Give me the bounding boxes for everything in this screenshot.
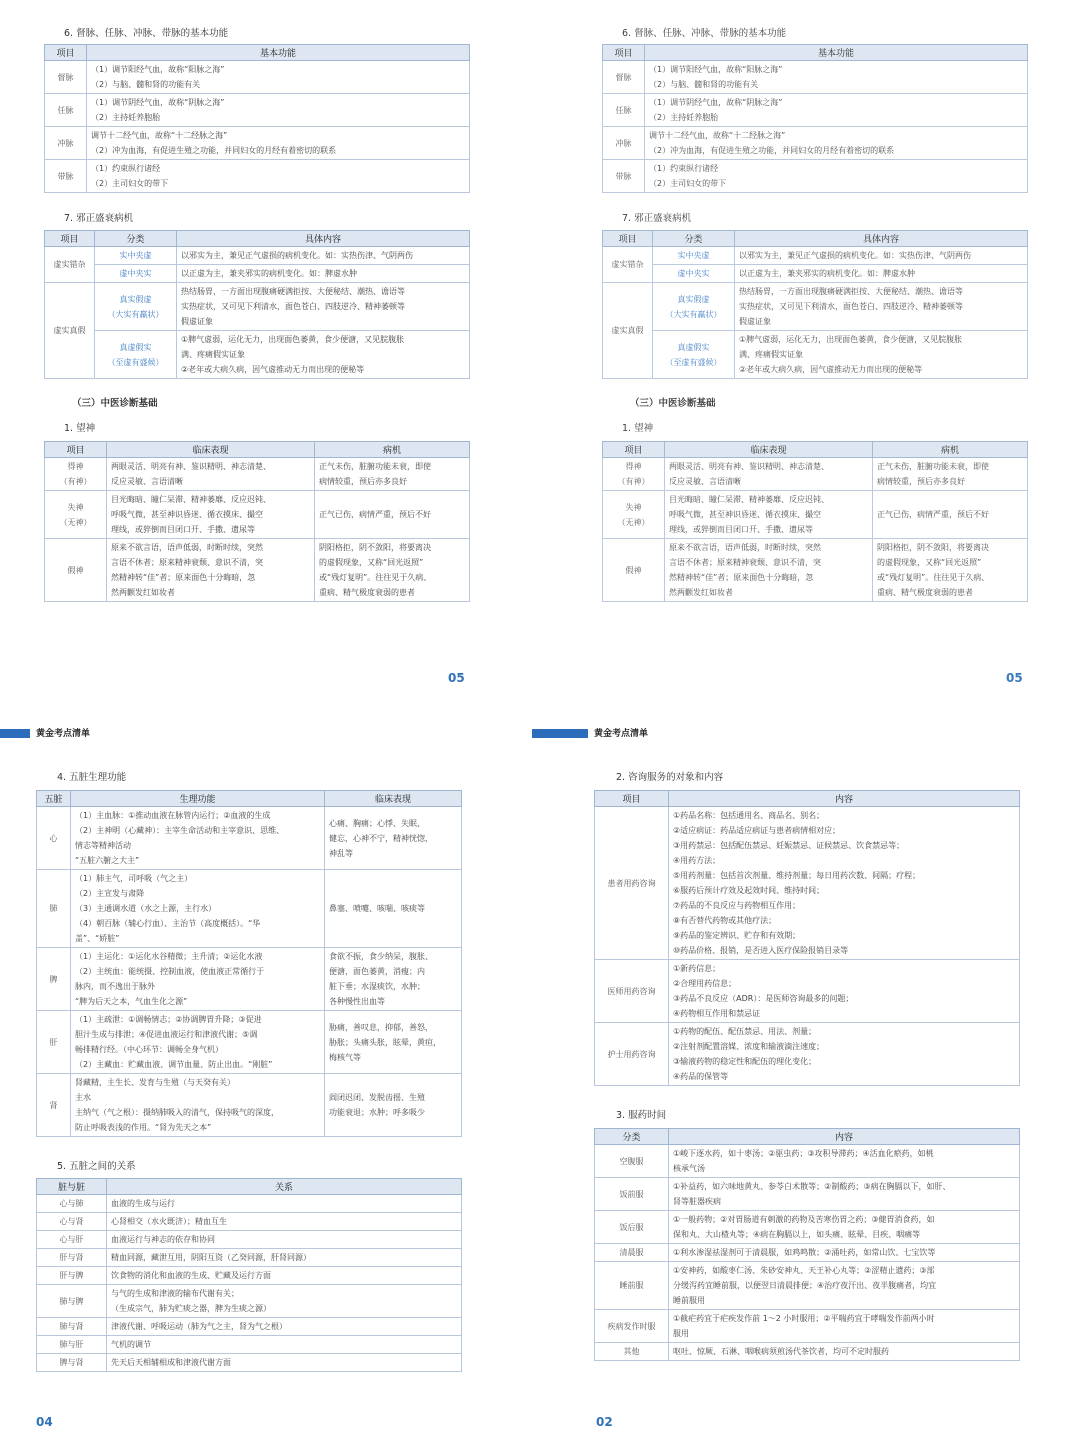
cell: ①一般药物；②对胃肠道有刺激的药物及苦寒伤胃之药；③健胃消食药，如 保和丸、大山楂丸等；④病在胸膈以上，如头痛、眩晕、目疾、咽痛等: [669, 1211, 1020, 1244]
row-label: 冲脉: [45, 127, 87, 160]
cell: （1）肺主气，司呼吸（气之主） （2）主宣发与肃降 （3）主通调水道（水之上源，主行水） （4）朝百脉（辅心行血）、主治节（高度概括）。“华 盖”、“娇脏”: [71, 870, 325, 948]
row-label: 得神 （有神）: [45, 458, 107, 491]
category: 虚中夹实: [95, 265, 177, 283]
category: 实中夹虚: [95, 247, 177, 265]
cell: 两眼灵活、明亮有神、鉴识精明、神志清楚、 反应灵敏、言语清晰: [107, 458, 315, 491]
page-top-left: [0, 0, 540, 720]
cell: 以邪实为主，兼见正气虚损的病机变化。如：实热伤津、气阴两伤: [735, 247, 1028, 265]
cell: 鼻塞、喷嚏、咳喘、咳痰等: [325, 870, 462, 948]
cell: 心肾相交（水火既济）；精血互生: [107, 1213, 462, 1231]
cell: （1）约束纵行诸经 （2）主司妇女的带下: [645, 160, 1028, 193]
table-row: [595, 1211, 1020, 1244]
cell: 饮食物的消化和血液的生成、贮藏及运行方面: [107, 1267, 462, 1285]
category: 真实假虚 （大实有羸状）: [95, 283, 177, 331]
cell: 正气已伤，病情严重，预后不好: [873, 491, 1028, 539]
row-label: 疾病发作时服: [595, 1310, 669, 1343]
cell: 调节十二经气血，故称“十二经脉之海” （2）冲为血海，有促进生殖之功能，并同妇女的月经有着密切的联系: [87, 127, 470, 160]
section-heading-1: 1. 望神: [622, 423, 654, 434]
section-heading-2: 2. 咨询服务的对象和内容: [616, 772, 724, 783]
row-label: 护士用药咨询: [595, 1023, 669, 1086]
cell: 先天后天相辅相成和津液代谢方面: [107, 1354, 462, 1372]
section-heading-7: 7. 邪正盛衰病机: [64, 213, 134, 224]
cell: 气机的调节: [107, 1336, 462, 1354]
cell: ①截疟药宜于疟疾发作前 1～2 小时服用；②平喘药宜于哮喘发作前两小时 服用: [669, 1310, 1020, 1343]
col-header: 临床表现: [107, 442, 315, 458]
table-row: [45, 127, 470, 160]
col-header: 病机: [873, 442, 1028, 458]
row-label: 肺与肾: [37, 1318, 107, 1336]
dosing-time-table: [594, 1128, 1020, 1361]
col-header: 基本功能: [645, 45, 1028, 61]
group-label: 虚实错杂: [603, 247, 653, 283]
col-header: 具体内容: [735, 231, 1028, 247]
table-row: [45, 94, 470, 127]
pathogenesis-table: [44, 230, 470, 379]
table-row: [603, 94, 1028, 127]
cell: 阴阳格拒，阴不敛阳，将要离决 的虚假现象，又称“回光返照” 或“残灯复明”。往往见于久病、 重病、精气极度衰弱的患者: [873, 539, 1028, 602]
cell: ①利水渗湿祛湿剂可于清晨服，如鸡鸣散；②涌吐药，如常山饮、七宝饮等: [669, 1244, 1020, 1262]
cell: 阴阳格拒，阴不敛阳，将要离决 的虚假现象，又称“回光返照” 或“残灯复明”。往往见于久病、 重病、精气极度衰弱的患者: [315, 539, 470, 602]
col-header: 分类: [653, 231, 735, 247]
cell: （1）主疏泄：①调畅情志；②协调脾胃升降；③促进 胆汁生成与排泄；④促进血液运行和津液代谢；⑤调 畅排精行经。（中心环节：调畅全身气机） （2）主藏血：贮藏血液、调节血量、防止出血。“刚脏”: [71, 1011, 325, 1074]
page-bottom-right: [532, 726, 1072, 1440]
table-row: [45, 160, 470, 193]
row-label: 睡前服: [595, 1262, 669, 1310]
table-row: [603, 265, 1028, 283]
table-row: [37, 807, 462, 870]
header-title: 黄金考点清单: [594, 729, 649, 739]
row-label: 医师用药咨询: [595, 960, 669, 1023]
page-number: 04: [36, 1415, 53, 1429]
row-label: 假神: [603, 539, 665, 602]
row-label: 心与肝: [37, 1231, 107, 1249]
col-header: 具体内容: [177, 231, 470, 247]
consultation-table: [594, 790, 1020, 1086]
table-row: [595, 1343, 1020, 1361]
cell: 热结肠胃，一方面出现腹痛硬满拒按、大便秘结、潮热、谵语等 实热症状，又可见下利清水，面色苍白、四肢逆冷、精神萎顿等 假虚证象: [177, 283, 470, 331]
cell: （1）约束纵行诸经 （2）主司妇女的带下: [87, 160, 470, 193]
page-number: 02: [596, 1415, 613, 1429]
category: 真实假虚 （大实有羸状）: [653, 283, 735, 331]
group-label: 虚实错杂: [45, 247, 95, 283]
cell: 肾藏精，主生长、发育与生殖（与天癸有关） 主水 主纳气（气之根）：摄纳肺吸入的清气，保持吸气的深度， 防止呼吸表浅的作用。“肾为先天之本”: [71, 1074, 325, 1137]
header-bar: [0, 729, 30, 738]
cell: 目光晦暗、瞳仁呆滞、精神萎靡、反应迟钝、 呼吸气微，甚至神识昏迷、循衣摸床、撮空 理线，或猝倒而目闭口开、手撒、遗尿等: [107, 491, 315, 539]
cell: 正气未伤，脏腑功能未衰，即使 病情较重，预后亦多良好: [315, 458, 470, 491]
row-label: 得神 （有神）: [603, 458, 665, 491]
cell: 精血同源，藏泄互用，阴阳互资（乙癸同源，肝肾同源）: [107, 1249, 462, 1267]
five-organs-table: [36, 790, 462, 1137]
table-row: [37, 1011, 462, 1074]
header-title: 黄金考点清单: [36, 729, 91, 739]
cell: 以邪实为主，兼见正气虚损的病机变化。如：实热伤津、气阴两伤: [177, 247, 470, 265]
cell: 呕吐、惊厥、石淋、咽喉病须煎汤代茶饮者，均可不定时服药: [669, 1343, 1020, 1361]
cell: （1）调节阳经气血，故称“阳脉之海” （2）与脑、髓和肾的功能有关: [87, 61, 470, 94]
cell: ①脾气虚弱，运化无力，出现面色萎黄，食少便溏，又见脘腹胀 满、疼痛假实证象 ②老年或大病久病，因气虚推动无力而出现的便秘等: [177, 331, 470, 379]
table-row: [45, 491, 470, 539]
cell: 阎闭迟闭、发脱齿摇、生殖 功能衰退；水肿；呼多吸少: [325, 1074, 462, 1137]
cell: 原来不欲言语，语声低弱，时断时续，突然 言语不休者；原来精神衰颓、意识不清，突 然精神转“佳”者；原来面色十分晦暗，忽 然两颧发红如妆者: [107, 539, 315, 602]
table-row: [603, 61, 1028, 94]
cell: 胁痛，善叹息，抑郁，善怒， 胁胀；头痛头胀，眩晕，黄疸， 梅核气等: [325, 1011, 462, 1074]
header-bar: [532, 729, 588, 738]
table-row: [45, 265, 470, 283]
cell: ①安神药，如酸枣仁汤、朱砂安神丸、天王补心丸等；②涩精止遗药；③部 分缓泻药宜睡前服，以便翌日清晨排便；④治疗夜汗出、夜半腹痛者，均宜 睡前服用: [669, 1262, 1020, 1310]
cell: （1）调节阳经气血，故称“阳脉之海” （2）与脑、髓和肾的功能有关: [645, 61, 1028, 94]
meridian-function-table: [602, 44, 1028, 193]
cell: 热结肠胃，一方面出现腹痛硬满拒按、大便秘结、潮热、谵语等 实热症状，又可见下利清水，面色苍白、四肢逆冷、精神萎顿等 假虚证象: [735, 283, 1028, 331]
section-heading-5: 5. 五脏之间的关系: [57, 1161, 136, 1172]
cell: 以正虚为主，兼夹邪实的病机变化。如：脾虚水肿: [177, 265, 470, 283]
col-header: 临床表现: [665, 442, 873, 458]
row-label: 肝与脾: [37, 1267, 107, 1285]
row-label: 心与肺: [37, 1195, 107, 1213]
row-label: 清晨服: [595, 1244, 669, 1262]
row-label: 失神 （无神）: [603, 491, 665, 539]
row-label: 督脉: [603, 61, 645, 94]
cell: 津液代谢、呼吸运动（肺为气之主，肾为气之根）: [107, 1318, 462, 1336]
table-row: [595, 1145, 1020, 1178]
table-row: [45, 247, 470, 265]
row-label: 督脉: [45, 61, 87, 94]
row-label: 患者用药咨询: [595, 807, 669, 960]
section-heading-diagnosis: （三）中医诊断基础: [630, 398, 716, 409]
table-row: [595, 807, 1020, 960]
category: 真虚假实 （至虚有盛候）: [653, 331, 735, 379]
cell: 血液的生成与运行: [107, 1195, 462, 1213]
cell: （1）主运化：①运化水谷精微；主升清；②运化水液 （2）主统血：能统摄、控制血液，使血液正常循行于 脉内，而不逸出于脉外 “脾为后天之本，气血生化之源”: [71, 948, 325, 1011]
row-label: 心: [37, 807, 71, 870]
cell: ①药物的配伍、配伍禁忌、用法、剂量； ②注射剂配置溶媒、浓度和输液滴注速度； ③输液药物的稳定性和配伍的理化变化； ④药品的保管等: [669, 1023, 1020, 1086]
table-row: [45, 331, 470, 379]
col-header: 内容: [669, 1129, 1020, 1145]
col-header: 生理功能: [71, 791, 325, 807]
cell: （1）调节阴经气血，故称“阴脉之海” （2）主持妊养胞胎: [87, 94, 470, 127]
col-header: 项目: [45, 45, 87, 61]
table-row: [603, 160, 1028, 193]
table-row: [45, 61, 470, 94]
row-label: 肝: [37, 1011, 71, 1074]
row-label: 肝与肾: [37, 1249, 107, 1267]
row-label: 肺与肝: [37, 1336, 107, 1354]
table-row: [37, 1318, 462, 1336]
cell: 血液运行与神志的依存和协同: [107, 1231, 462, 1249]
col-header: 临床表现: [325, 791, 462, 807]
cell: 两眼灵活、明亮有神、鉴识精明、神志清楚、 反应灵敏、言语清晰: [665, 458, 873, 491]
table-row: [595, 1262, 1020, 1310]
table-row: [595, 1178, 1020, 1211]
row-label: 肺: [37, 870, 71, 948]
organ-relations-table: [36, 1178, 462, 1372]
table-row: [603, 127, 1028, 160]
col-header: 项目: [45, 231, 95, 247]
col-header: 脏与脏: [37, 1179, 107, 1195]
row-label: 其他: [595, 1343, 669, 1361]
row-label: 肺与脾: [37, 1285, 107, 1318]
row-label: 脾与肾: [37, 1354, 107, 1372]
table-row: [45, 283, 470, 331]
row-label: 空腹服: [595, 1145, 669, 1178]
row-label: 饭前服: [595, 1178, 669, 1211]
table-row: [37, 1074, 462, 1137]
row-label: 心与肾: [37, 1213, 107, 1231]
section-heading-6: 6. 督脉、任脉、冲脉、带脉的基本功能: [64, 28, 229, 39]
spirit-inspection-table: [44, 441, 470, 602]
table-row: [603, 283, 1028, 331]
row-label: 任脉: [45, 94, 87, 127]
table-row: [595, 1244, 1020, 1262]
table-row: [45, 458, 470, 491]
table-row: [37, 1336, 462, 1354]
row-label: 失神 （无神）: [45, 491, 107, 539]
cell: 正气未伤，脏腑功能未衰，即使 病情较重，预后亦多良好: [873, 458, 1028, 491]
row-label: 饭后服: [595, 1211, 669, 1244]
table-row: [603, 491, 1028, 539]
section-heading-1: 1. 望神: [64, 423, 96, 434]
row-label: 任脉: [603, 94, 645, 127]
category: 真虚假实 （至虚有盛候）: [95, 331, 177, 379]
section-heading-6: 6. 督脉、任脉、冲脉、带脉的基本功能: [622, 28, 787, 39]
col-header: 内容: [669, 791, 1020, 807]
col-header: 五脏: [37, 791, 71, 807]
category: 实中夹虚: [653, 247, 735, 265]
cell: 正气已伤，病情严重，预后不好: [315, 491, 470, 539]
cell: 食欲不振，食少纳呆，腹胀、 便溏，面色萎黄，消瘦；内 脏下垂；水湿痰饮，水肿； 各种慢性出血等: [325, 948, 462, 1011]
cell: 与气的生成和津液的输布代谢有关； （生成宗气，肺为贮痰之器，脾为生痰之源）: [107, 1285, 462, 1318]
cell: ①补益药，如六味地黄丸、参苓白术散等；②制酸药；③病在胸膈以下，如肝、 肾等脏器疾病: [669, 1178, 1020, 1211]
col-header: 项目: [603, 231, 653, 247]
row-label: 冲脉: [603, 127, 645, 160]
table-row: [595, 960, 1020, 1023]
cell: 原来不欲言语，语声低弱，时断时续，突然 言语不休者；原来精神衰颓、意识不清，突 然精神转“佳”者；原来面色十分晦暗，忽 然两颧发红如妆者: [665, 539, 873, 602]
table-row: [595, 1310, 1020, 1343]
col-header: 项目: [603, 442, 665, 458]
cell: ①脾气虚弱，运化无力，出现面色萎黄，食少便溏，又见脘腹胀 满、疼痛假实证象 ②老年或大病久病，因气虚推动无力而出现的便秘等: [735, 331, 1028, 379]
table-row: [37, 1267, 462, 1285]
cell: （1）调节阴经气血，故称“阴脉之海” （2）主持妊养胞胎: [645, 94, 1028, 127]
cell: ①新药信息； ②合理用药信息； ③药品不良反应（ADR）：是医师咨询最多的问题； ④药物相互作用和禁忌证: [669, 960, 1020, 1023]
row-label: 带脉: [45, 160, 87, 193]
col-header: 项目: [603, 45, 645, 61]
section-heading-7: 7. 邪正盛衰病机: [622, 213, 692, 224]
row-label: 脾: [37, 948, 71, 1011]
col-header: 病机: [315, 442, 470, 458]
row-label: 假神: [45, 539, 107, 602]
meridian-function-table: [44, 44, 470, 193]
spirit-inspection-table: [602, 441, 1028, 602]
col-header: 项目: [45, 442, 107, 458]
table-row: [37, 1213, 462, 1231]
table-row: [603, 458, 1028, 491]
table-row: [37, 1231, 462, 1249]
cell: ①峻下逐水药，如十枣汤；②驱虫药；③攻积导滞药；④活血化瘀药，如桃 核承气汤: [669, 1145, 1020, 1178]
table-row: [37, 948, 462, 1011]
pathogenesis-table: [602, 230, 1028, 379]
table-row: [603, 247, 1028, 265]
cell: ①药品名称：包括通用名、商品名、别名； ②适应病证：药品适应病证与患者病情相对应； ③用药禁忌：包括配伍禁忌、妊娠禁忌、证候禁忌、饮食禁忌等； ④用药方法； ⑤用药剂量：包括首次剂量、维持剂量；每日用药次数、间隔；疗程； ⑥服药后预计疗效及起效时间、维持时间； ⑦药品的不良反应与药物相互作用； ⑧有否替代药物或其他疗法； ⑨药品的鉴定辨识、贮存和有效期； ⑩药品价格、报销，是否进入医疗保险报销目录等: [669, 807, 1020, 960]
page-bottom-left: [0, 726, 540, 1440]
category: 虚中夹实: [653, 265, 735, 283]
section-heading-diagnosis: （三）中医诊断基础: [72, 398, 158, 409]
col-header: 分类: [595, 1129, 669, 1145]
col-header: 关系: [107, 1179, 462, 1195]
group-label: 虚实真假: [603, 283, 653, 379]
table-row: [595, 1023, 1020, 1086]
group-label: 虚实真假: [45, 283, 95, 379]
page-number: 05: [448, 671, 465, 685]
cell: 以正虚为主，兼夹邪实的病机变化。如：脾虚水肿: [735, 265, 1028, 283]
table-row: [37, 870, 462, 948]
cell: 心痛、胸痛；心悸、失眠、 健忘，心神不宁，精神恍惚， 神乱等: [325, 807, 462, 870]
col-header: 项目: [595, 791, 669, 807]
table-row: [37, 1195, 462, 1213]
table-row: [603, 331, 1028, 379]
table-row: [37, 1249, 462, 1267]
cell: （1）主血脉：①推动血液在脉管内运行；②血液的生成 （2）主神明（心藏神）：主宰生命活动和主宰意识、思维、 情志等精神活动 “五脏六腑之大主”: [71, 807, 325, 870]
row-label: 带脉: [603, 160, 645, 193]
page-number: 05: [1006, 671, 1023, 685]
row-label: 肾: [37, 1074, 71, 1137]
cell: 目光晦暗、瞳仁呆滞、精神萎靡、反应迟钝、 呼吸气微，甚至神识昏迷、循衣摸床、撮空 理线，或猝倒而目闭口开、手撒、遗尿等: [665, 491, 873, 539]
page-top-right: [558, 0, 1080, 720]
cell: 调节十二经气血，故称“十二经脉之海” （2）冲为血海，有促进生殖之功能，并同妇女的月经有着密切的联系: [645, 127, 1028, 160]
section-heading-4: 4. 五脏生理功能: [57, 772, 127, 783]
table-row: [45, 539, 470, 602]
table-row: [37, 1354, 462, 1372]
col-header: 分类: [95, 231, 177, 247]
section-heading-3: 3. 服药时间: [616, 1110, 667, 1121]
col-header: 基本功能: [87, 45, 470, 61]
table-row: [37, 1285, 462, 1318]
table-row: [603, 539, 1028, 602]
